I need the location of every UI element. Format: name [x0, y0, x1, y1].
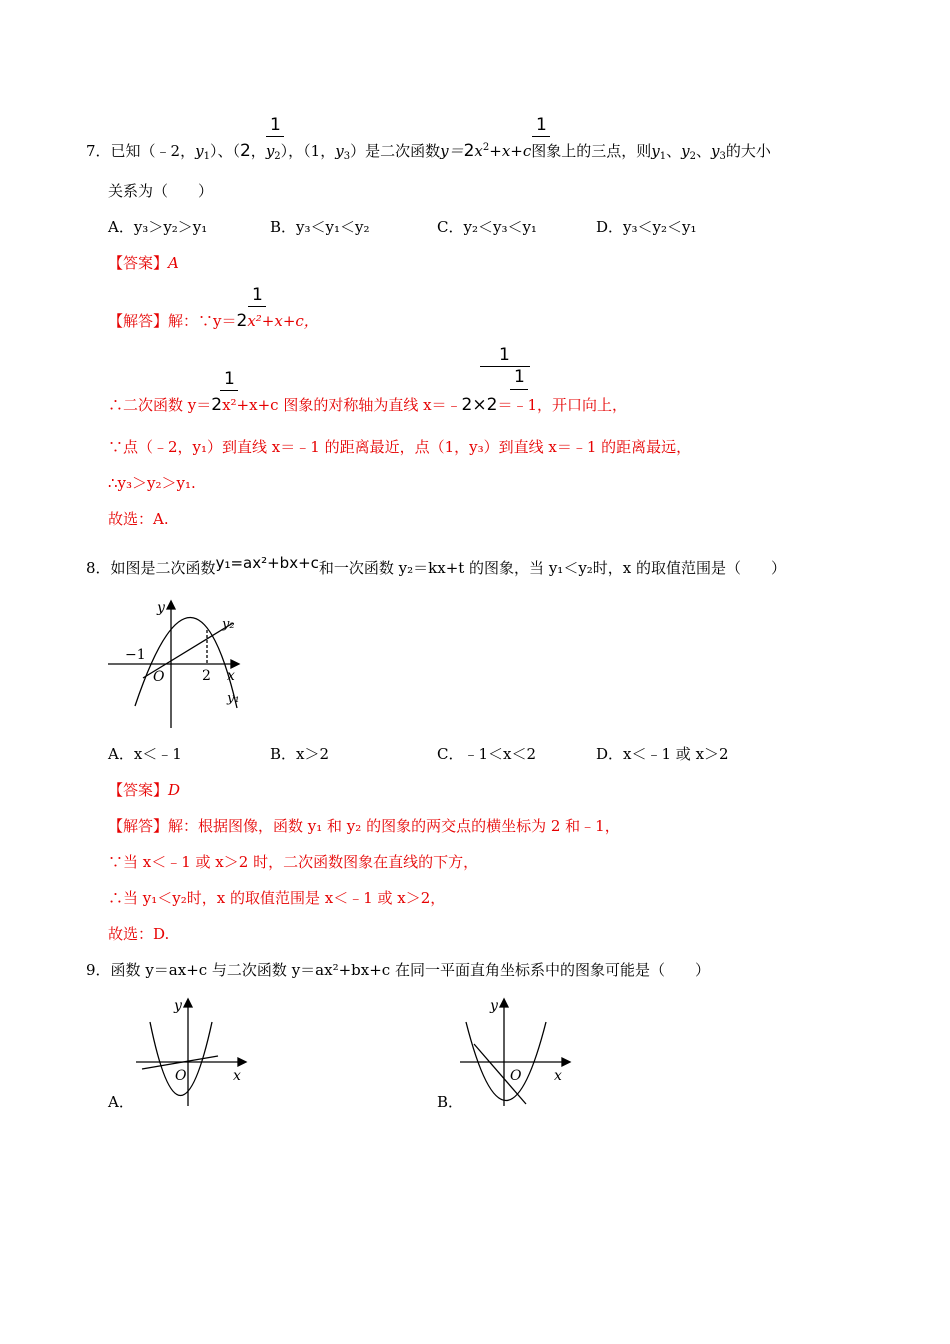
q7-option-b[interactable]: B．y₃＜y₁＜y₂	[270, 218, 370, 236]
q8-option-d[interactable]: D．x＜﹣1 或 x＞2	[596, 745, 729, 763]
q9b-y-label: y	[490, 998, 498, 1014]
q8-answer: 【答案】D	[108, 781, 181, 799]
q9-graph-b[interactable]	[456, 994, 576, 1109]
q8-y-label: y	[157, 600, 165, 616]
q9a-y-label: y	[174, 998, 182, 1014]
q7-solution-4: ∴y₃＞y₂＞y₁.	[108, 474, 196, 492]
q8-x-label: x	[227, 668, 235, 684]
q9b-origin-label: O	[510, 1068, 522, 1084]
q7-stem: 7．已知（﹣2，$y_1$）、（2，$y_2$），（1，$y_3$）是二次函数$y=2x^2+x+c$图象上的三点，则$y_1$、$y_2$、$y_3$的大小	[86, 141, 771, 162]
q8-option-b[interactable]: B．x＞2	[270, 745, 330, 763]
q9-stem: 9．函数 y＝ax+c 与二次函数 y＝ax²+bx+c 在同一平面直角坐标系中的图象可能是（ ）	[86, 961, 710, 979]
q8-y-arrow	[167, 601, 175, 609]
q8-origin-label: O	[153, 669, 165, 685]
q8-solution-2: ∵当 x＜﹣1 或 x＞2 时，二次函数图象在直线的下方，	[108, 853, 479, 871]
q8-x-arrow	[231, 660, 239, 668]
q9-option-b[interactable]: B．	[437, 1093, 464, 1111]
q7-stem-line2: 关系为（ ）	[108, 182, 214, 200]
q7-option-d[interactable]: D．y₃＜y₂＜y₁	[596, 218, 697, 236]
q9a-x-arrow	[238, 1058, 246, 1066]
q7-option-c[interactable]: C．y₂＜y₃＜y₁	[437, 218, 537, 236]
q7-solution-2: ∴二次函数 y＝2x²+x+c 图象的对称轴为直线 x＝﹣2×2＝﹣1，开口向上，	[108, 395, 627, 415]
q8-graph	[105, 598, 250, 733]
q9b-y-arrow	[500, 999, 508, 1007]
q9a-x-label: x	[233, 1068, 241, 1084]
q7-solution-3: ∵点（﹣2，y₁）到直线 x＝﹣1 的距离最近，点（1，y₃）到直线 x＝﹣1 的距离最远，	[108, 438, 692, 456]
q7-option-a[interactable]: A．y₃＞y₂＞y₁	[108, 218, 208, 236]
q8-option-c[interactable]: C．﹣1＜x＜2	[437, 745, 537, 763]
q8-y2-label: y₂	[222, 617, 235, 632]
q7-answer: 【答案】A	[108, 254, 179, 272]
q8-solution-1: 【解答】解：根据图像，函数 y₁ 和 y₂ 的图象的两交点的横坐标为 2 和﹣1，	[108, 817, 620, 835]
q8-neg1-label: −1	[125, 647, 146, 663]
q9b-x-arrow	[562, 1058, 570, 1066]
q8-stem: 8．如图是二次函数y₁=ax²+bx+c和一次函数 y₂＝kx+t 的图象，当 y₁＜y₂时，x 的取值范围是（ ）	[86, 554, 787, 577]
q9b-parabola	[466, 1022, 546, 1101]
q8-y1-label: y₁	[227, 691, 240, 706]
q8-option-a[interactable]: A．x＜﹣1	[108, 745, 182, 763]
q8-solution-4: 故选：D.	[108, 925, 170, 943]
q7-solution-1: 【解答】解：∵y＝2x²+x+c，	[108, 311, 319, 331]
q7-solution-5: 故选：A.	[108, 510, 169, 528]
q9-option-a[interactable]: A．	[108, 1093, 134, 1111]
q9b-x-label: x	[554, 1068, 562, 1084]
q9a-origin-label: O	[175, 1068, 187, 1084]
q9a-y-arrow	[184, 999, 192, 1007]
q9-graph-a[interactable]	[132, 994, 252, 1109]
q8-solution-3: ∴当 y₁＜y₂时，x 的取值范围是 x＜﹣1 或 x＞2，	[108, 889, 446, 907]
q8-two-label: 2	[202, 668, 211, 684]
